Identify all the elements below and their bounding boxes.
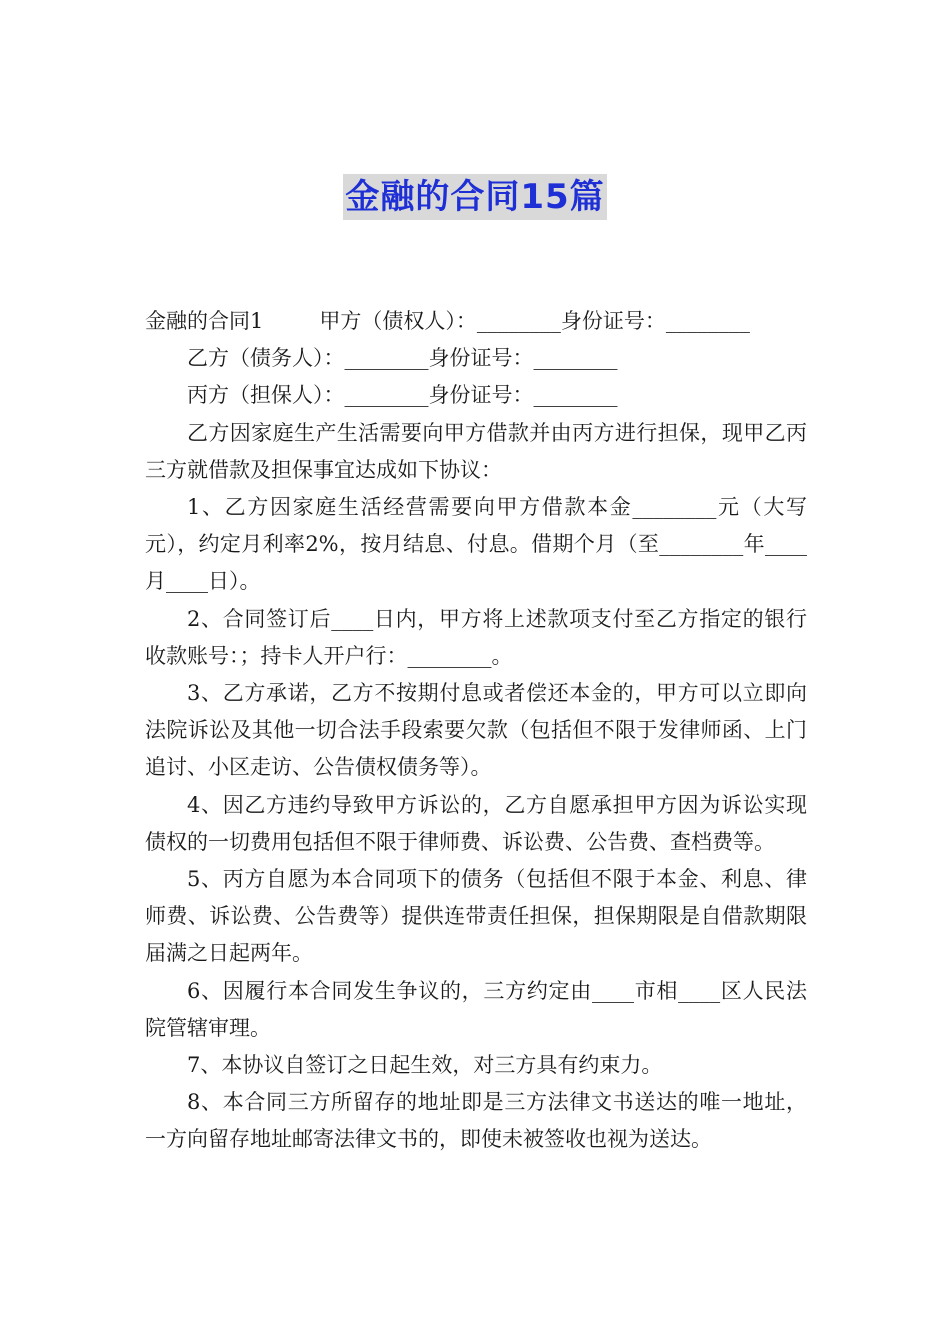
contract-label: 金融的合同1 [145,309,264,333]
paragraph-intro: 乙方因家庭生产生活需要向甲方借款并由丙方进行担保，现甲乙丙三方就借款及担保事宜达成如下协议： [145,420,807,482]
paragraph-clause-7: 7、本协议自签订之日起生效，对三方具有约束力。 [187,1053,663,1078]
paragraph-clause-2: 2、合同签订后____日内，甲方将上述款项支付至乙方指定的银行收款账号：；持卡人开户行：________。 [145,606,807,668]
party-line-first [145,303,807,340]
paragraph-clause-3: 3、乙方承诺，乙方不按期付息或者偿还本金的，甲方可以立即向法院诉讼及其他一切合法手段索要欠款（包括但不限于发律师函、上门追讨、小区走访、公告债权债务等）。 [145,681,807,780]
title-container [0,174,950,220]
party-b-line: 乙方（债务人）：________身份证号：________ [187,346,618,371]
paragraph-clause-4: 4、因乙方违约导致甲方诉讼的，乙方自愿承担甲方因为诉讼实现债权的一切费用包括但不限于律师费、诉讼费、公告费、查档费等。 [145,792,807,854]
document-body [145,303,807,1159]
paragraph-clause-5: 5、丙方自愿为本合同项下的债务（包括但不限于本金、利息、律师费、诉讼费、公告费等）提供连带责任担保，担保期限是自借款期限届满之日起两年。 [145,867,807,966]
party-c-line: 丙方（担保人）：________身份证号：________ [187,383,618,408]
document-title: 金融的合同15篇 [343,174,606,220]
paragraph-clause-6: 6、因履行本合同发生争议的，三方约定由____市相____区人民法院管辖审理。 [145,978,807,1040]
paragraph-clause-1: 1、乙方因家庭生活经营需要向甲方借款本金________元（大写元），约定月利率2%，按月结息、付息。借期个月（至________年____月____日）。 [145,495,807,594]
paragraph-clause-8: 8、本合同三方所留存的地址即是三方法律文书送达的唯一地址，一方向留存地址邮寄法律文书的，即使未被签收也视为送达。 [145,1090,807,1152]
party-a-line: 甲方（债权人）：________身份证号：________ [319,309,750,333]
